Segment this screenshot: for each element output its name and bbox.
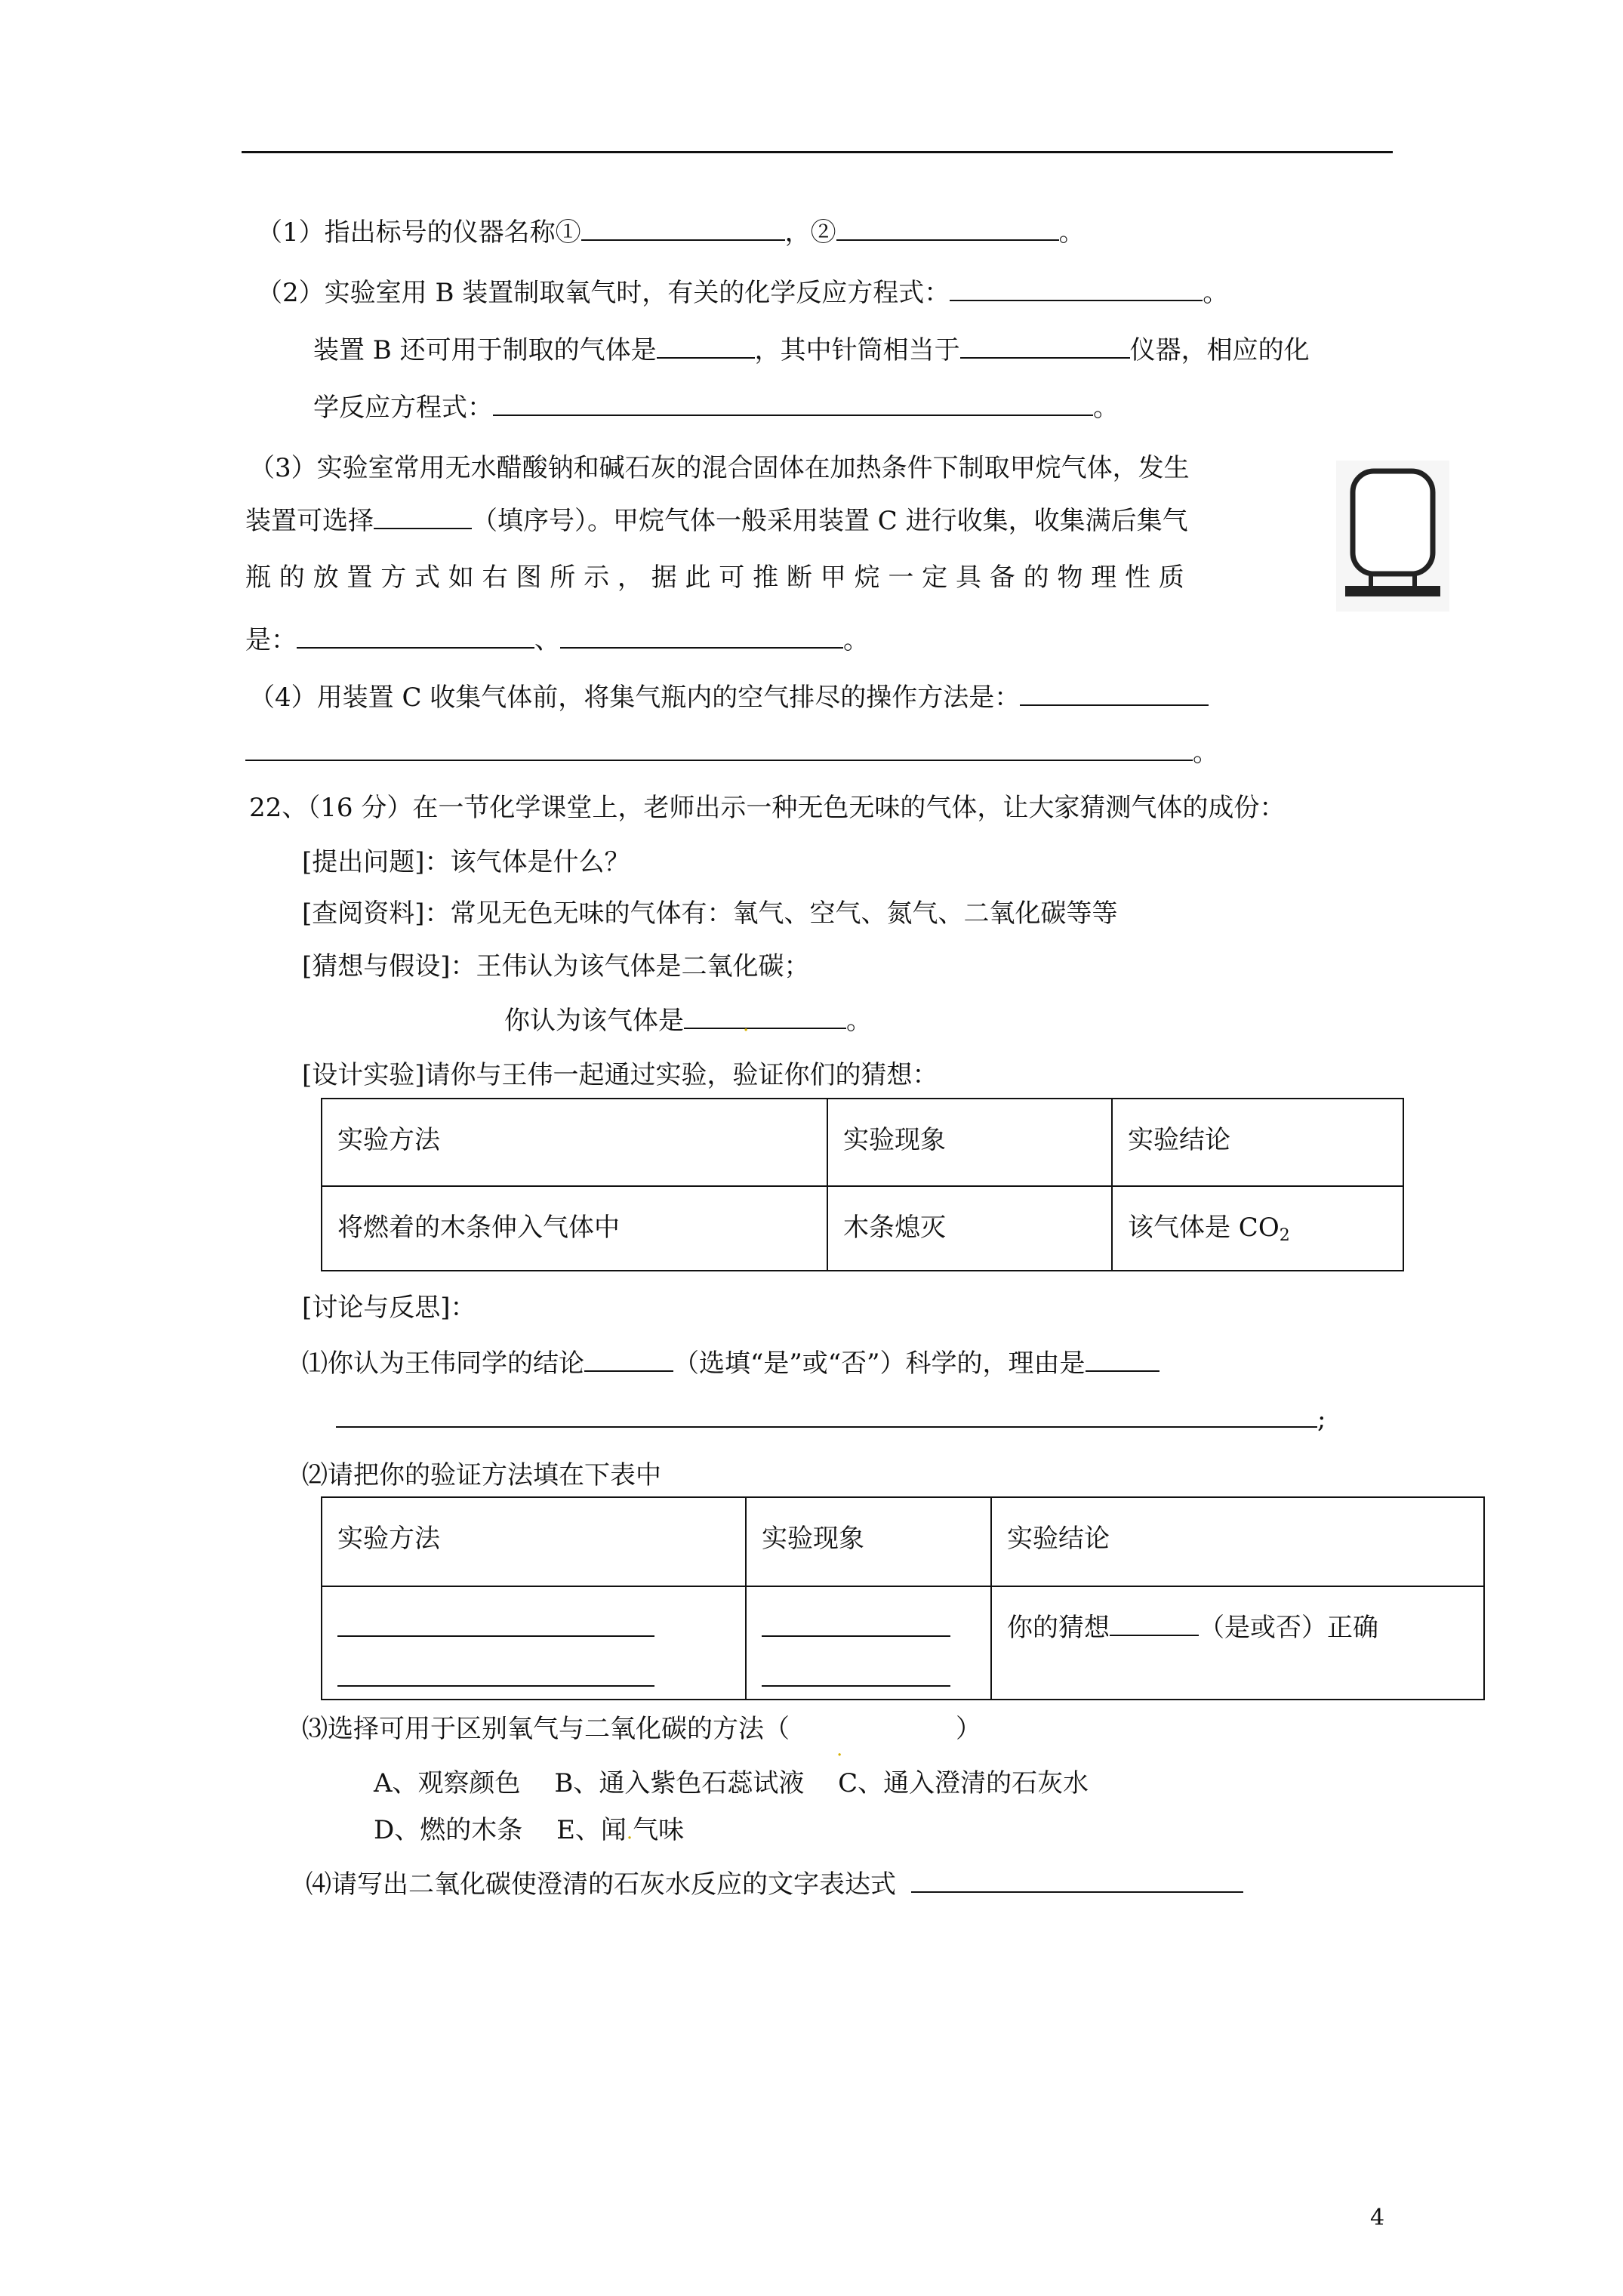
q22-discussion-1: ⑴你认为王伟同学的结论 （选填“是”或“否”）科学的，理由是 (302, 1347, 1160, 1380)
q22-question: [提出问题]：该气体是什么？ (302, 847, 630, 877)
answer-blank[interactable] (581, 217, 785, 241)
answer-blank[interactable] (762, 1685, 950, 1687)
q22-discussion: [讨论与反思]： (302, 1293, 476, 1323)
answer-blank[interactable] (584, 1348, 673, 1372)
gas-jar-figure (1336, 461, 1449, 612)
ink-dot: . (626, 1821, 633, 1844)
q22-options-line2: D、燃的木条 E、闻.气味 (374, 1815, 685, 1845)
experiment-table-2 (321, 1496, 1485, 1700)
table1-cell-conclusion: 该气体是 $CO_2$ (1112, 1186, 1403, 1271)
q21-part1: （1）指出标号的仪器名称① ，② 。 (257, 217, 1085, 248)
answer-blank[interactable] (337, 1685, 654, 1687)
q22-discussion-2: ⑵请把你的验证方法填在下表中 (302, 1460, 661, 1490)
q22-options-line1: A、观察颜色 B、通入紫色石蕊试液 C、通入澄清的石灰水 (374, 1768, 1089, 1798)
answer-blank[interactable] (297, 624, 534, 649)
answer-blank[interactable] (245, 737, 1193, 761)
q21-part2-equation: 学反应方程式： 。 (313, 393, 1119, 423)
q22-hypothesis: [猜想与假设]：王伟认为该气体是二氧化碳； (302, 951, 810, 982)
answer-blank[interactable] (560, 624, 843, 649)
answer-blank[interactable] (836, 217, 1059, 241)
answer-blank[interactable] (911, 1869, 1243, 1893)
answer-blank[interactable] (657, 334, 755, 359)
q21-part2-device-b: 装置 B 还可用于制取的气体是 ，其中针筒相当于 仪器，相应的化 (313, 335, 1310, 365)
answer-blank[interactable] (1110, 1612, 1199, 1636)
answer-blank[interactable] (1020, 682, 1209, 706)
q22-discussion-4: ⑷请写出二氧化碳使澄清的石灰水反应的文字表达式 (306, 1868, 1243, 1901)
table1-cell-phenomenon: 木条熄灭 (827, 1186, 1112, 1271)
answer-blank[interactable] (1086, 1348, 1160, 1372)
table1-header-conclusion: 实验结论 (1112, 1099, 1403, 1186)
q21-part2: （2）实验室用 B 装置制取氧气时，有关的化学反应方程式： 。 (257, 278, 1229, 308)
answer-blank[interactable] (950, 277, 1203, 301)
page-number: 4 (1370, 2205, 1385, 2231)
ink-dot: . (743, 1013, 750, 1036)
table2-phenomenon-blanks (746, 1586, 991, 1700)
answer-blank[interactable] (493, 392, 1093, 416)
answer-blank[interactable] (960, 334, 1130, 359)
q22-reference: [查阅资料]：常见无色无味的气体有：氧气、空气、氮气、二氧化碳等等 (302, 898, 1118, 929)
table2-method-blanks (322, 1586, 746, 1700)
ink-dot: . (836, 1738, 843, 1761)
table2-header-conclusion: 实验结论 (991, 1497, 1484, 1586)
table2-conclusion: 你的猜想 （是或否）正确 (991, 1586, 1484, 1700)
table1-header-phenomenon: 实验现象 (827, 1099, 1112, 1186)
table1-header-method: 实验方法 (322, 1099, 827, 1186)
experiment-table-1 (321, 1098, 1404, 1271)
q21-part4: （4）用装置 C 收集气体前，将集气瓶内的空气排尽的操作方法是： (249, 681, 1209, 714)
header-rule (242, 151, 1393, 153)
q22-discussion-1-reason: ; (336, 1403, 1326, 1436)
q21-part4-continued: 。 (245, 736, 1218, 769)
q21-part3-line1: （3）实验室常用无水醋酸钠和碱石灰的混合固体在加热条件下制取甲烷气体，发生 (249, 453, 1190, 483)
q22-your-guess: 你认为该气体是 . 。 (504, 1004, 872, 1037)
q22-discussion-3: ⑶选择可用于区别氧气与二氧化碳的方法（ . ） (302, 1712, 981, 1746)
table2-header-method: 实验方法 (322, 1497, 746, 1586)
answer-blank[interactable] (684, 1005, 846, 1036)
q22-design: [设计实验]请你与王伟一起通过实验，验证你们的猜想： (302, 1060, 938, 1090)
answer-blank[interactable] (336, 1404, 1317, 1428)
table1-cell-method: 将燃着的木条伸入气体中 (322, 1186, 827, 1271)
q21-part3-line3: 瓶 的 放 置 方 式 如 右 图 所 示 ， 据 此 可 推 断 甲 烷 一 定 具 备 的 物 理 性 质 (245, 562, 1184, 593)
answer-blank[interactable] (374, 505, 472, 529)
table2-header-phenomenon: 实验现象 (746, 1497, 991, 1586)
q21-part3-line4: 是： 、 。 (245, 625, 869, 655)
q22-intro: 22、（16 分）在一节化学课堂上，老师出示一种无色无味的气体，让大家猜测气体的成份： (249, 793, 1286, 823)
q21-part3-line2: 装置可选择 （填序号）。甲烷气体一般采用装置 C 进行收集，收集满后集气 (245, 506, 1188, 536)
